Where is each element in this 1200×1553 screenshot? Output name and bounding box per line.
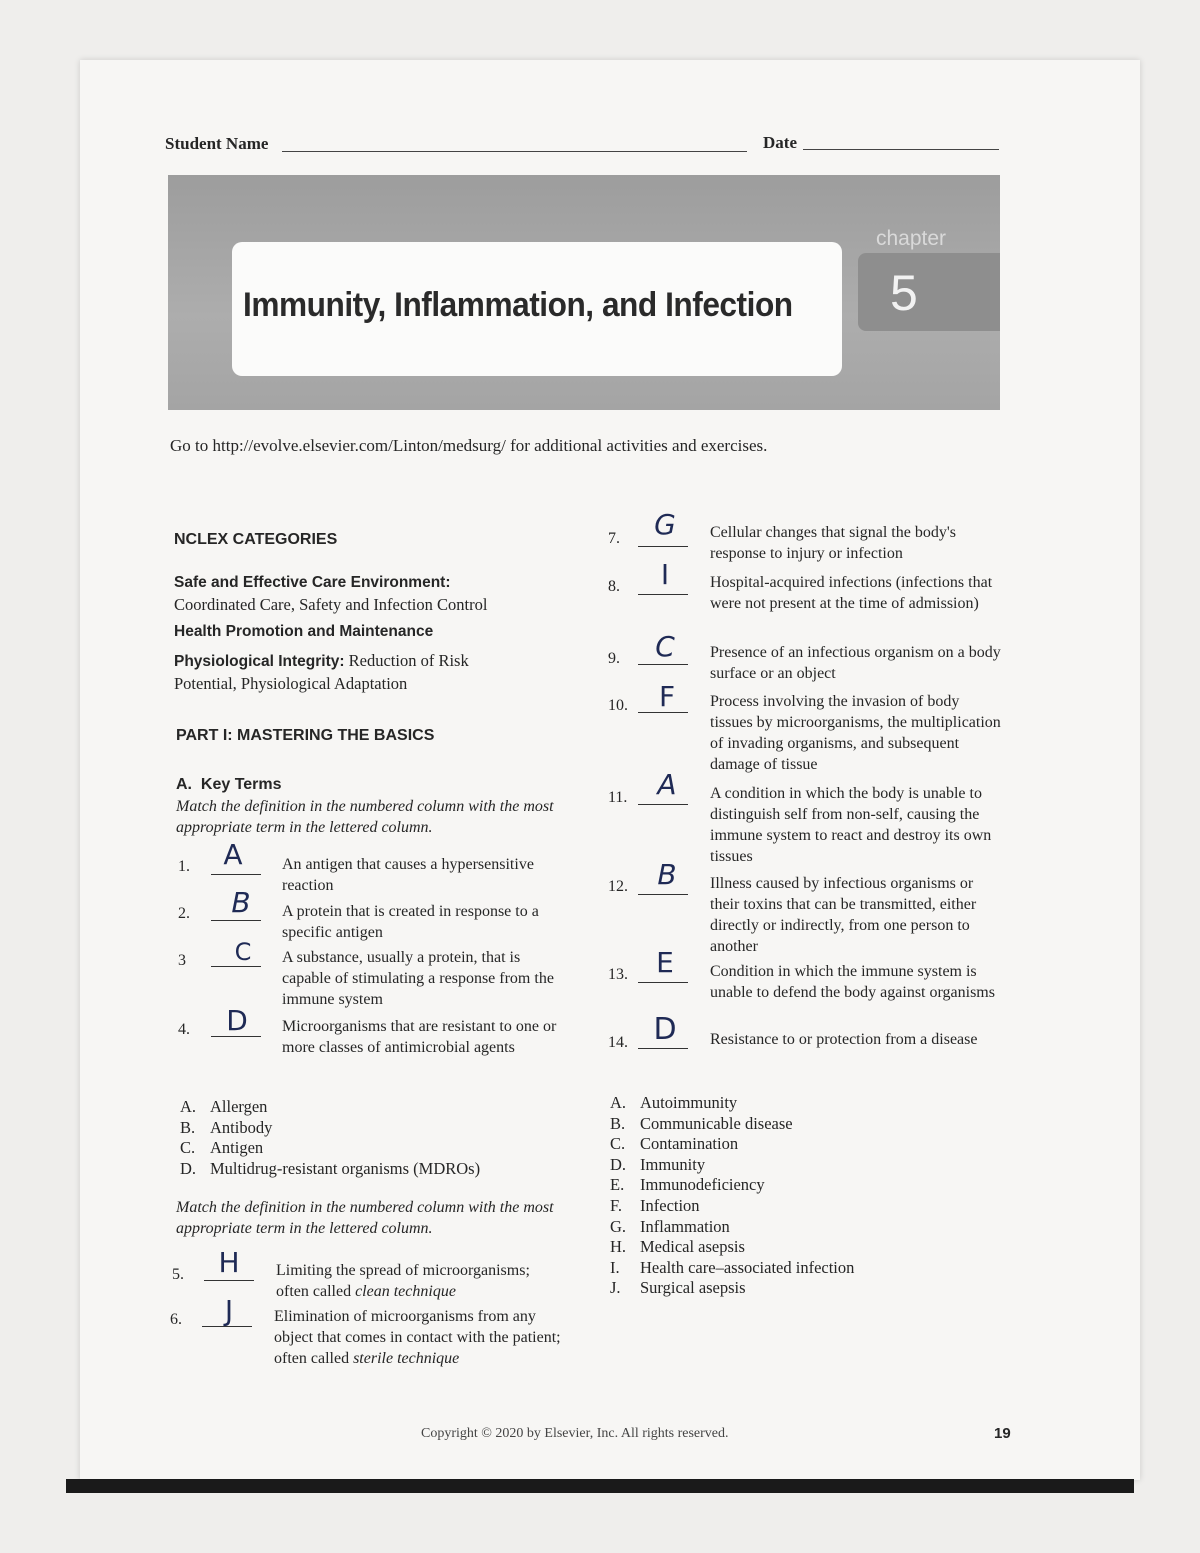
answer-handwritten: G (654, 508, 676, 541)
copyright: Copyright © 2020 by Elsevier, Inc. All rights reserved. (421, 1426, 729, 1441)
question-text: Cellular changes that signal the body's response to injury or infection (710, 524, 956, 562)
question-text: Hospital-acquired infections (infections that were not present at the time of admission) (710, 574, 993, 612)
option-item: B. Communicable disease (610, 1113, 793, 1133)
question-number: 8. (608, 578, 620, 595)
nclex-cat1-bold: Safe and Effective Care Environment: (174, 574, 451, 591)
answer-line[interactable] (204, 1280, 254, 1281)
question-text: An antigen that causes a hypersensitive reaction (282, 856, 534, 894)
student-name-line[interactable] (282, 151, 747, 152)
answer-handwritten: D (226, 1004, 248, 1037)
answer-line[interactable] (211, 966, 261, 967)
question-text: A substance, usually a protein, that is capable of stimulating a response from the immune system (282, 949, 554, 1008)
question-number: 12. (608, 878, 628, 895)
question-number: 5. (172, 1266, 184, 1283)
answer-handwritten: H (218, 1246, 240, 1279)
question-text: Limiting the spread of microorganisms; often called clean technique (276, 1262, 530, 1300)
question-text: Microorganisms that are resistant to one or more classes of antimicrobial agents (282, 1018, 557, 1056)
question-number: 10. (608, 697, 628, 714)
key-terms-instruction: Match the definition in the numbered column with the most appropriate term in the lettered column. (176, 798, 554, 836)
question-number: 13. (608, 966, 628, 983)
option-item: E. Immunodeficiency (610, 1175, 765, 1195)
answer-line[interactable] (211, 920, 261, 921)
question-text: A protein that is created in response to a specific antigen (282, 903, 539, 941)
answer-handwritten: C (234, 938, 252, 966)
part1-heading: PART I: MASTERING THE BASICS (176, 727, 435, 744)
option-item: B. Antibody (180, 1117, 273, 1137)
question-number: 7. (608, 530, 620, 547)
answer-handwritten: F (658, 680, 676, 713)
key-terms-title: A. Key Terms (176, 776, 282, 793)
options-list-left (180, 1097, 560, 1179)
answer-line[interactable] (638, 594, 688, 595)
question-number: 11. (608, 789, 628, 806)
answer-line[interactable] (638, 894, 688, 895)
question-number: 9. (608, 650, 620, 667)
question-number: 1. (178, 858, 190, 875)
date-label: Date (763, 133, 797, 152)
chapter-number: 5 (890, 265, 918, 321)
nclex-cat3-text: Reduction of Risk Potential, Physiological Adaptation (174, 651, 469, 693)
option-item: A. Allergen (180, 1097, 268, 1116)
chapter-title: Immunity, Inflammation, and Infection (243, 286, 793, 324)
matching-instruction-2: Match the definition in the numbered column with the most appropriate term in the lettered column. (176, 1199, 554, 1237)
date-line[interactable] (803, 149, 999, 150)
option-item: A. Autoimmunity (610, 1093, 738, 1112)
question-number: 14. (608, 1034, 628, 1051)
question-number: 2. (178, 905, 190, 922)
option-item: D. Multidrug-resistant organisms (MDROs) (180, 1158, 481, 1178)
answer-line[interactable] (638, 804, 688, 805)
intro-text: Go to http://evolve.elsevier.com/Linton/medsurg/ for additional activities and exercises. (170, 436, 768, 455)
answer-handwritten: B (231, 886, 251, 919)
answer-handwritten: E (656, 946, 674, 979)
chapter-label: chapter (876, 227, 947, 250)
answer-line[interactable] (638, 546, 688, 547)
answer-handwritten: C (655, 630, 675, 663)
option-item: I. Health care–associated infection (610, 1257, 855, 1277)
answer-line[interactable] (211, 874, 261, 875)
nclex-category-3 (174, 650, 524, 695)
nclex-category-1 (174, 571, 544, 616)
option-item: C. Antigen (180, 1138, 264, 1158)
page-number: 19 (994, 1425, 1011, 1442)
option-item: F. Infection (610, 1195, 700, 1215)
question-text: Process involving the invasion of body tissues by microorganisms, the multiplication of invading organisms, and subsequent damage of tissue (710, 693, 1001, 773)
question-text: Condition in which the immune system is unable to defend the body against organisms (710, 963, 995, 1001)
nclex-category-2: Health Promotion and Maintenance (174, 623, 434, 640)
nclex-heading: NCLEX CATEGORIES (174, 531, 338, 548)
chapter-number-box (858, 253, 1000, 331)
answer-handwritten: I (660, 558, 670, 591)
nclex-cat3-bold: Physiological Integrity: (174, 653, 345, 670)
option-item: C. Contamination (610, 1134, 739, 1154)
answer-line[interactable] (638, 982, 688, 983)
option-item: D. Immunity (610, 1154, 706, 1174)
question-text: Elimination of microorganisms from any object that comes in contact with the patient; often called sterile technique (274, 1308, 561, 1367)
answer-handwritten: J (224, 1294, 234, 1327)
question-number: 3 (178, 952, 186, 969)
answer-handwritten: B (657, 858, 677, 891)
question-number: 4. (178, 1021, 190, 1038)
answer-line[interactable] (638, 1048, 688, 1049)
question-text: Illness caused by infectious organisms or their toxins that can be transmitted, either directly or indirectly, from one person to another (710, 875, 977, 955)
student-name-label: Student Name (165, 134, 269, 153)
question-text: Resistance to or protection from a disease (710, 1031, 978, 1048)
option-item: G. Inflammation (610, 1216, 730, 1236)
answer-handwritten: A (223, 838, 243, 871)
keyboard-strip (66, 1479, 1134, 1493)
question-text: Presence of an infectious organism on a body surface or an object (710, 644, 1001, 682)
nclex-cat1-text: Coordinated Care, Safety and Infection Control (174, 595, 488, 614)
options-list-right (610, 1093, 1000, 1299)
answer-handwritten: D (653, 1012, 677, 1047)
question-number: 6. (170, 1311, 182, 1328)
answer-handwritten: A (657, 768, 677, 801)
option-item: J. Surgical asepsis (610, 1278, 746, 1298)
question-text: A condition in which the body is unable to distinguish self from non-self, causing the immune system to react and destroy its own tissues (710, 785, 992, 865)
answer-line[interactable] (638, 664, 688, 665)
option-item: H. Medical asepsis (610, 1237, 745, 1257)
